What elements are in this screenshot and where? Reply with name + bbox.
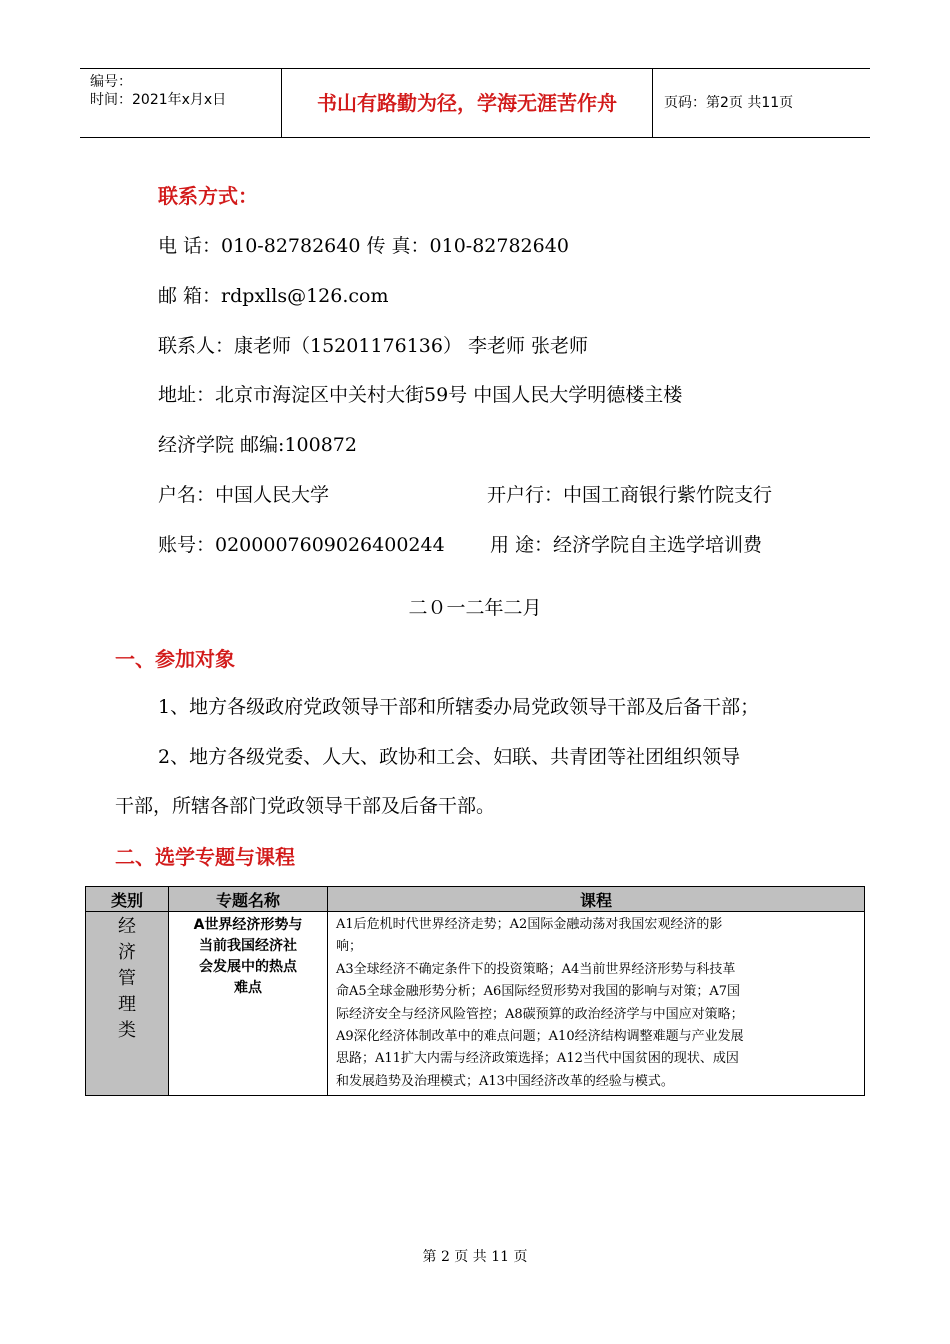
doc-time: 时间：2021年x月x日 <box>90 92 227 108</box>
section-2-heading: 二、选学专题与课程 <box>115 845 295 869</box>
doc-number-label: 编号： <box>90 74 132 90</box>
date-line: 二０一二年二月 <box>408 597 542 619</box>
topic-line: 会发展中的热点 <box>199 959 297 975</box>
category-char: 理 <box>118 994 136 1015</box>
course-line: 和发展趋势及治理模式；A13中国经济改革的经验与模式。 <box>336 1073 674 1089</box>
course-line: 际经济安全与经济风险管控；A8碳预算的政治经济学与中国应对策略； <box>336 1006 744 1022</box>
col-topic-header: 专题名称 <box>169 887 328 912</box>
course-line: 思路；A11扩大内需与经济政策选择；A12当代中国贫困的现状、成因 <box>336 1051 739 1067</box>
table-header-row <box>86 887 865 912</box>
course-line: 响； <box>336 939 363 955</box>
section-1-item-2-line-2: 干部，所辖各部门党政领导干部及后备干部。 <box>115 795 496 817</box>
section-1-heading: 一、参加对象 <box>115 647 235 671</box>
category-cell <box>86 912 169 1096</box>
bank-name: 开户行：中国工商银行紫竹院支行 <box>487 484 773 506</box>
page-footer: 第 2 页 共 11 页 <box>422 1249 528 1265</box>
section-1-item-2-line-1: 2、地方各级党委、人大、政协和工会、妇联、共青团等社团组织领导 <box>158 746 741 768</box>
header-page-info: 页码：第2页 共11页 <box>664 95 794 111</box>
topic-cell <box>169 912 328 1096</box>
topic-line: 当前我国经济社 <box>199 938 297 954</box>
contact-person: 联系人：康老师（15201176136） 李老师 张老师 <box>158 335 589 357</box>
header-meta <box>80 69 280 137</box>
table-row <box>86 912 865 1096</box>
col-category-header: 类别 <box>86 887 169 912</box>
course-table <box>85 886 865 1096</box>
contact-email: 邮 箱：rdpxlls@126.com <box>158 285 389 307</box>
topic-line: A世界经济形势与 <box>193 917 303 933</box>
category-char: 济 <box>118 942 136 963</box>
courses-cell <box>328 912 865 1096</box>
header-motto: 书山有路勤为径，学海无涯苦作舟 <box>281 69 653 137</box>
account-number: 账号：0200007609026400244 <box>158 534 445 556</box>
contact-heading: 联系方式： <box>158 184 258 208</box>
course-line: 命A5全球金融形势分析；A6国际经贸形势对我国的影响与对策；A7国 <box>336 984 740 1000</box>
category-char: 经 <box>118 916 136 937</box>
contact-address-1: 地址：北京市海淀区中关村大街59号 中国人民大学明德楼主楼 <box>158 384 683 406</box>
section-1-item-1: 1、地方各级政府党政领导干部和所辖委办局党政领导干部及后备干部； <box>158 696 760 718</box>
course-line: A9深化经济体制改革中的难点问题；A10经济结构调整难题与产业发展 <box>336 1029 744 1045</box>
category-char: 类 <box>118 1020 136 1041</box>
course-line: A3全球经济不确定条件下的投资策略；A4当前世界经济形势与科技革 <box>336 961 736 977</box>
page-header <box>80 68 870 138</box>
col-courses-header: 课程 <box>328 887 865 912</box>
contact-address-2: 经济学院 邮编:100872 <box>158 434 357 456</box>
course-line: A1后危机时代世界经济走势；A2国际金融动荡对我国宏观经济的影 <box>336 917 723 932</box>
topic-line: 难点 <box>234 980 262 996</box>
contact-phone: 电 话：010-82782640 传 真：010-82782640 <box>158 235 569 257</box>
account-purpose: 用 途：经济学院自主选学培训费 <box>490 534 763 556</box>
category-char: 管 <box>118 968 136 989</box>
account-name: 户名：中国人民大学 <box>158 484 330 506</box>
